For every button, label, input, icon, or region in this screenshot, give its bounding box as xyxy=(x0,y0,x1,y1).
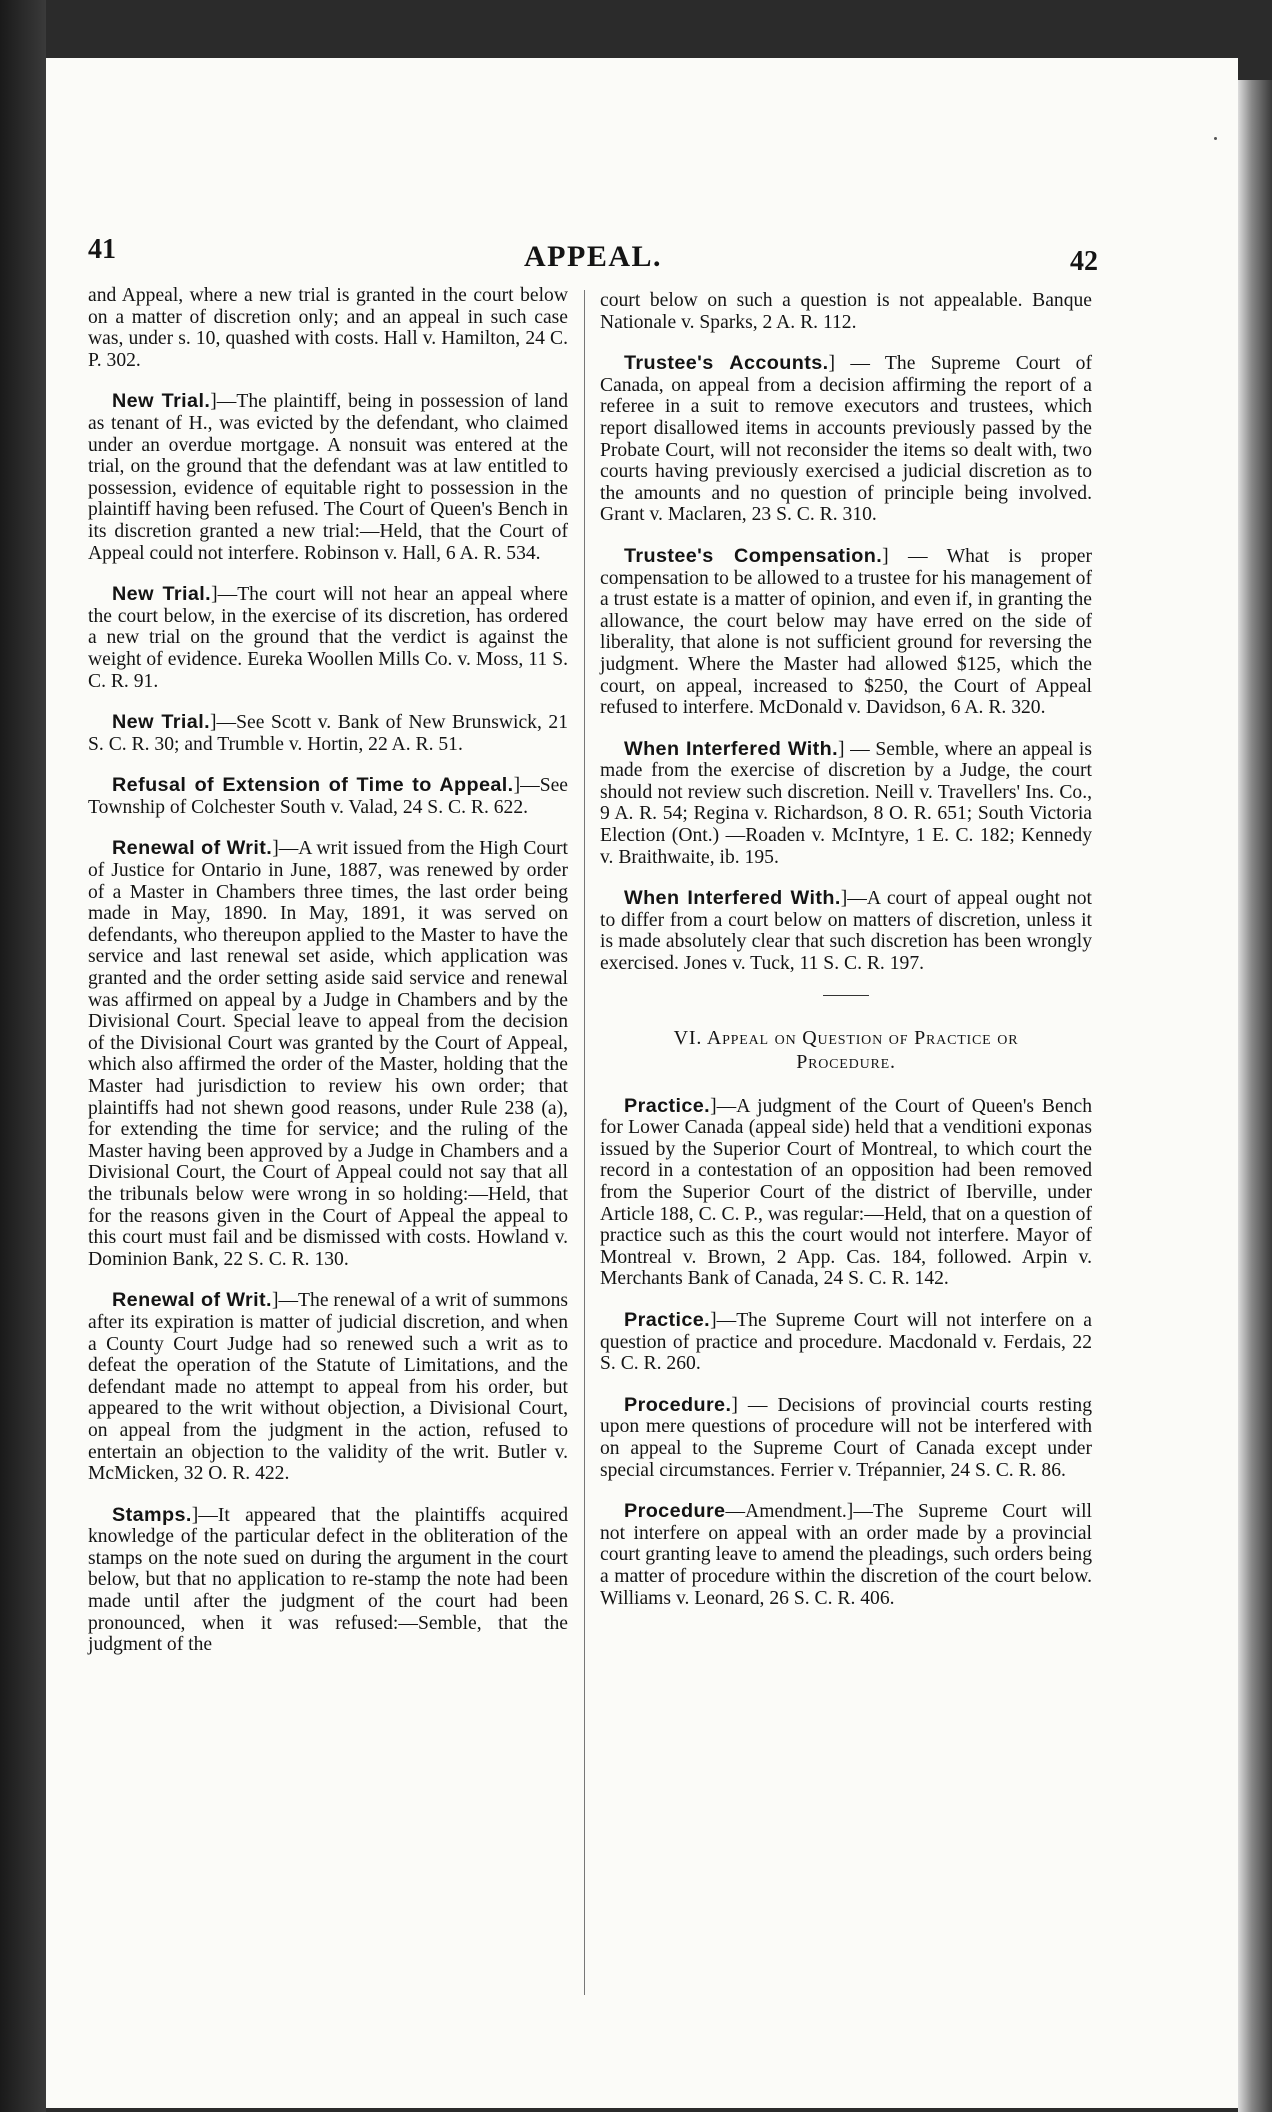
entry-heading: Procedure xyxy=(624,1500,726,1523)
entry-text: ]—The Supreme Court will not interfere on a question of practice and procedure. Macdonald v. Ferdais, 22 S. C. R. 260. xyxy=(600,1309,1092,1375)
left-page-number: 41 xyxy=(88,234,116,265)
entry xyxy=(88,391,568,564)
entry-heading: Refusal of Extension of Time to Appeal. xyxy=(112,774,514,797)
speck xyxy=(1214,137,1217,140)
entry-text: ]—See Township of Colchester South v. Valad, 24 S. C. R. 622. xyxy=(88,775,568,818)
section-heading-line: Procedure. xyxy=(796,1050,896,1073)
entry-text: and Appeal, where a new trial is granted in the court below on a matter of discretion only; and an appeal in such case was, under s. 10, quashed with costs. Hall v. Hamilton, 24 C. P. 302. xyxy=(88,285,568,371)
section-rule xyxy=(823,995,869,996)
entry-text: ]—A judgment of the Court of Queen's Bench for Lower Canada (appeal side) held that a venditioni exponas issued by the Superior Court of Montreal, to which court the record in a contestation of an opposition had been removed from the Superior Court of the district of Iberville, under Article 188, C. C. P., was regular:—Held, that on a question of practice such as this the court would not interfere. Mayor of Montreal v. Brown, 2 App. Cas. 184, followed. Arpin v. Merchants Bank of Canada, 24 S. C. R. 142. xyxy=(600,1095,1092,1290)
entry-heading: New Trial. xyxy=(112,390,211,413)
entry-text: ] — The Supreme Court of Canada, on appeal from a decision affirming the report of a referee in a suit to remove executors and trustees, which report disallowed items in accounts previously passed by the Probate Court, will not reconsider the items so dealt with, two courts having previously exercised a judicial discretion as to the amounts and no question of principle being involved. Grant v. Maclaren, 23 S. C. R. 310. xyxy=(600,353,1092,526)
entry-heading: Practice. xyxy=(624,1308,711,1331)
entry-heading: Trustee's Compensation. xyxy=(624,544,883,567)
right-column xyxy=(600,290,1092,1629)
binding-shadow xyxy=(0,0,46,2112)
entry-text: —Amendment.]—The Supreme Court will not interfere on appeal with an order made by a provincial court granting leave to amend the pleadings, such orders being a matter of procedure within the discretion of the court below. Williams v. Leonard, 26 S. C. R. 406. xyxy=(600,1501,1092,1609)
column-divider xyxy=(584,290,585,1995)
entry-heading: Procedure. xyxy=(624,1393,732,1416)
entry xyxy=(600,1395,1092,1481)
entry xyxy=(600,739,1092,869)
left-column xyxy=(88,285,568,1676)
entry-heading: Renewal of Writ. xyxy=(112,837,273,860)
entry-heading: Practice. xyxy=(624,1094,711,1117)
entry-heading: Renewal of Writ. xyxy=(112,1289,272,1312)
entry-text: ] — Decisions of provincial courts resting upon mere questions of procedure will not be interfered with on appeal to the Supreme Court of Canada except under special circumstances. Ferrier v. Trépannier, 24 S. C. R. 86. xyxy=(600,1394,1092,1481)
page-edge-shadow xyxy=(1238,80,1272,2112)
entry-continued xyxy=(88,285,568,371)
entry xyxy=(88,712,568,755)
entry xyxy=(88,838,568,1270)
section-heading xyxy=(600,1026,1092,1074)
entry-heading: When Interfered With. xyxy=(624,737,839,760)
entry xyxy=(88,1505,568,1656)
entry-text: ]—It appeared that the plaintiffs acquired knowledge of the particular defect in the obliteration of the stamps on the note sued on during the argument in the court below, but that no application to re-stamp the note had been made until after the judgment of the court had been pronounced, when it was refused:—Semble, that the judgment of the xyxy=(88,1504,568,1656)
running-header xyxy=(88,228,1098,278)
entry-text: ]—The court will not hear an appeal where the court below, in the exercise of its discretion, has ordered a new trial on the ground that the verdict is against the weight of evidence. Eureka Woollen Mills Co. v. Moss, 11 S. C. R. 91. xyxy=(88,584,568,692)
entry-heading: New Trial. xyxy=(112,583,212,606)
right-page-number: 42 xyxy=(1070,246,1098,277)
entry xyxy=(88,775,568,818)
running-title: APPEAL. xyxy=(524,240,662,273)
entry-text: ]—The renewal of a writ of summons after its expiration is matter of judicial discretion, and when a County Court Judge had so renewed such a writ as to defeat the operation of the Statute of Limitations, and the defendant made no attempt to appeal from his order, but appeared to the writ without objection, a Divisional Court, on appeal from the judgment in the action, refused to entertain an objection to the validity of the writ. Butler v. McMicken, 32 O. R. 422. xyxy=(88,1290,568,1485)
entry-text: ] — Semble, where an appeal is made from the exercise of discretion by a Judge, the court should not review such discretion. Neill v. Travellers' Ins. Co., 9 A. R. 54; Regina v. Richardson, 8 O. R. 651; South Victoria Election (Ont.) —Roaden v. McIntyre, 1 E. C. 182; Kennedy v. Braithwaite, ib. 195. xyxy=(600,738,1092,868)
entry-continued xyxy=(600,290,1092,333)
entry xyxy=(88,1290,568,1484)
entry-heading: New Trial. xyxy=(112,711,210,734)
entry-heading: Trustee's Accounts. xyxy=(624,352,829,375)
entry-text: ]—The plaintiff, being in possession of land as tenant of H., was evicted by the defendant, who claimed under an overdue mortgage. A nonsuit was entered at the trial, on the ground that the defendant was at law entitled to possession, evidence of equitable right to possession in the plaintiff having been refused. The Court of Queen's Bench in its discretion granted a new trial:—Held, that the Court of Appeal could not interfere. Robinson v. Hall, 6 A. R. 534. xyxy=(88,391,568,564)
entry-heading: Stamps. xyxy=(112,1503,192,1526)
entry xyxy=(600,1096,1092,1290)
entry-heading: When Interfered With. xyxy=(624,887,841,910)
entry xyxy=(88,584,568,692)
entry xyxy=(600,1310,1092,1375)
entry xyxy=(600,353,1092,526)
entry xyxy=(600,546,1092,719)
entry-text: ]—A court of appeal ought not to differ from a court below on matters of discretion, unless it is made absolutely clear that such discretion has been wrongly exercised. Jones v. Tuck, 11 S. C. R. 197. xyxy=(600,888,1092,975)
entry-text: ]—A writ issued from the High Court of Justice for Ontario in June, 1887, was renewed by order of a Master in Chambers three times, the last order being made in May, 1890. In May, 1891, it was served on defendants, who thereupon applied to the Master to have the service and last renewal set aside, which application was granted and the order setting aside said service and renewal was affirmed on appeal by a Judge in Chambers and by the Divisional Court. Special leave to appeal from the decision of the Divisional Court was granted by the Court of Appeal, which also affirmed the order of the Master, holding that the Master had jurisdiction to review his own order; that plaintiffs had not shewn good reasons, under Rule 238 (a), for extending the time for service; and the ruling of the Master having been approved by a Judge in Chambers and a Divisional Court, the Court of Appeal could not say that all the tribunals below were wrong in so holding:—Held, that for the reasons given in the Court of Appeal the appeal to this court must fail and be dismissed with costs. Howland v. Dominion Bank, 22 S. C. R. 130. xyxy=(88,838,568,1270)
entry-text: court below on such a question is not appealable. Banque Nationale v. Sparks, 2 A. R. 112. xyxy=(600,290,1092,333)
entry xyxy=(600,888,1092,974)
entry-text: ]—See Scott v. Bank of New Brunswick, 21 S. C. R. 30; and Trumble v. Hortin, 22 A. R. 51. xyxy=(88,712,568,755)
section-heading-line: VI. Appeal on Question of Practice or xyxy=(673,1026,1019,1049)
entry xyxy=(600,1501,1092,1609)
entry-text: ] — What is proper compensation to be allowed to a trustee for his management of a trust estate is a matter of opinion, and even if, in granting the allowance, the court below may have erred on the side of liberality, that alone is not sufficient ground for reversing the judgment. Where the Master had allowed $125, which the court, on appeal, increased to $250, the Court of Appeal refused to interfere. McDonald v. Davidson, 6 A. R. 320. xyxy=(600,545,1093,719)
